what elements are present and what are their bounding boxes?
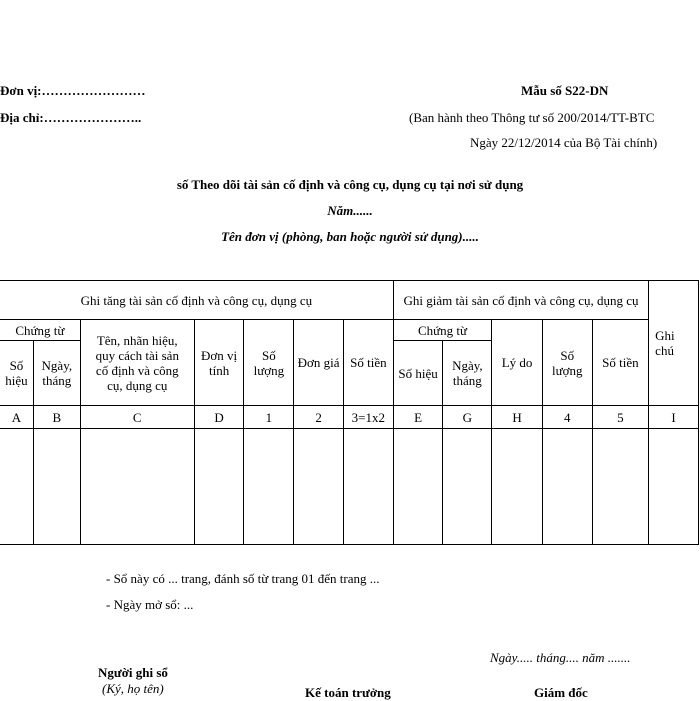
code-cell: E [393, 406, 443, 429]
unit-label: Đơn vị:…………………… [0, 83, 146, 98]
code-cell: 1 [244, 406, 294, 429]
name-spec-header: Tên, nhãn hiệu, quy cách tài sản cố định và công cụ, dụng cụ [80, 320, 194, 406]
open-date-note: - Ngày mở sổ: ... [106, 597, 194, 612]
recorder-title: Người ghi sổ [98, 665, 168, 680]
empty-cell[interactable] [542, 429, 592, 545]
code-cell: 2 [294, 406, 344, 429]
empty-cell[interactable] [0, 429, 33, 545]
voucher-header: Chứng từ [0, 320, 80, 341]
empty-cell[interactable] [592, 429, 649, 545]
page-title: số Theo dõi tài sản cố định và công cụ, dụng cụ tại nơi sử dụng [176, 177, 524, 192]
pages-note: - Sổ này có ... trang, đánh số từ trang 01 đến trang ... [106, 571, 380, 586]
doc-date-header-2: Ngày, tháng [443, 341, 492, 406]
empty-cell[interactable] [194, 429, 244, 545]
notes-header: Ghi chú [649, 281, 699, 406]
amount-header: Số tiền [343, 320, 393, 406]
code-cell: H [492, 406, 543, 429]
form-number: Mẫu số S22-DN [521, 83, 609, 98]
asset-tracking-table [0, 280, 699, 545]
issued-by: (Ban hành theo Thông tư số 200/2014/TT-BTC [409, 110, 655, 125]
empty-cell[interactable] [294, 429, 344, 545]
increase-group-header: Ghi tăng tài sản cố định và công cụ, dụng cụ [0, 281, 393, 320]
decrease-group-header: Ghi giảm tài sản cố định và công cụ, dụng cụ [393, 281, 648, 320]
code-cell: B [33, 406, 80, 429]
chief-accountant-title: Kế toán trưởng [305, 685, 391, 700]
doc-date-header: Ngày, tháng [33, 341, 80, 406]
unit-header: Đơn vị tính [194, 320, 244, 406]
code-cell: I [649, 406, 699, 429]
empty-cell[interactable] [80, 429, 194, 545]
date-line: Ngày..... tháng.... năm ....... [490, 650, 631, 665]
empty-cell[interactable] [33, 429, 80, 545]
reason-header: Lý do [492, 320, 543, 406]
code-cell: C [80, 406, 194, 429]
empty-cell[interactable] [343, 429, 393, 545]
table-row [0, 429, 699, 545]
doc-no-header-2: Số hiệu [393, 341, 443, 406]
quantity-header: Số lượng [244, 320, 294, 406]
doc-no-header: Số hiệu [0, 341, 33, 406]
issued-date: Ngày 22/12/2014 của Bộ Tài chính) [470, 135, 658, 150]
unit-price-header: Đơn giá [294, 320, 344, 406]
empty-cell[interactable] [492, 429, 543, 545]
empty-cell[interactable] [244, 429, 294, 545]
director-title: Giám đốc [534, 685, 588, 700]
code-cell: 5 [592, 406, 649, 429]
unit-name-label: Tên đơn vị (phòng, ban hoặc người sử dụng)..... [221, 229, 479, 244]
voucher-header-2: Chứng từ [393, 320, 492, 341]
year-label: Năm...... [327, 203, 373, 218]
empty-cell[interactable] [393, 429, 443, 545]
amount-header-2: Số tiền [592, 320, 649, 406]
empty-cell[interactable] [443, 429, 492, 545]
empty-cell[interactable] [649, 429, 699, 545]
code-cell: G [443, 406, 492, 429]
recorder-sign-note: (Ký, họ tên) [102, 681, 164, 696]
quantity-header-2: Số lượng [542, 320, 592, 406]
code-cell: A [0, 406, 33, 429]
code-cell: D [194, 406, 244, 429]
code-cell: 3=1x2 [343, 406, 393, 429]
address-label: Địa chỉ:………………….. [0, 110, 142, 125]
code-cell: 4 [542, 406, 592, 429]
